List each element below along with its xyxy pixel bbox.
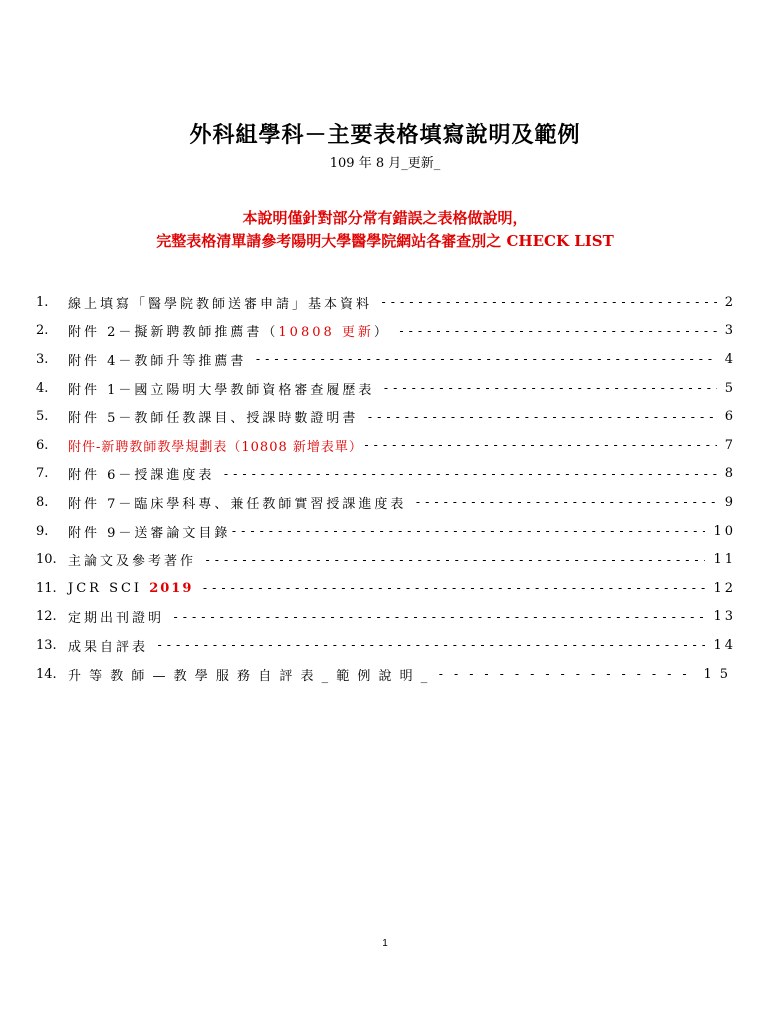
toc-item-label: 附件 5－教師任教課目、授課時數證明書 [68,411,359,427]
toc-item-2 [36,317,736,346]
toc-item-number: 12. [36,609,57,625]
toc-label-text: JCR SCI [68,580,150,596]
toc-item-1 [36,288,736,317]
toc-item-number: 4. [36,380,49,396]
toc-label-highlight: 2019 [149,580,194,596]
toc-item-number: 10. [36,552,57,568]
toc-item-7 [36,460,736,489]
toc-item-label: 附件 7－臨床學科專、兼任教師實習授課進度表 [68,496,407,512]
toc-item-number: 8. [36,494,49,510]
toc-label-text: 附件 2－擬新聘教師推薦書（ [68,325,279,341]
toc-item-page: 11 [713,552,736,568]
toc-item-number: 1. [36,294,49,310]
toc-item-page: 3 [724,323,736,339]
toc-item-label: 線上填寫「醫學院教師送審申請」基本資料 [68,296,373,312]
toc-item-number: 14. [36,666,57,682]
toc-leader [363,438,717,452]
toc-item-label [68,321,390,340]
toc-item-5 [36,402,736,431]
toc-leader [230,524,705,538]
toc-item-page: 4 [724,351,736,367]
toc-item-14 [36,660,736,689]
toc-item-page: 12 [713,580,736,596]
toc-item-4 [36,374,736,403]
toc-item-label: 定期出刊證明 [68,611,165,627]
toc-item-number: 11. [36,580,57,596]
toc-item-page: 9 [724,494,736,510]
toc-item-page: 7 [724,437,736,453]
toc-leader [380,295,717,309]
toc-item-page: 10 [713,523,736,539]
notice-line-1: 本說明僅針對部分常有錯誤之表格做說明， [242,209,528,227]
toc-item-9 [36,517,736,546]
toc-leader [201,581,705,595]
toc-item-page: 13 [713,609,736,625]
toc-leader [156,638,705,652]
toc-item-label: 附件 1－國立陽明大學教師資格審查履歷表 [68,382,375,398]
toc-leader [382,381,716,395]
toc-leader [254,352,716,366]
toc-item-number: 9. [36,523,49,539]
toc-item-number: 2. [36,323,49,339]
toc-leader [398,324,717,338]
toc-item-8 [36,488,736,517]
toc-leader [172,610,705,624]
toc-leader [437,667,695,681]
toc-item-label: 主論文及參考著作 [68,554,197,570]
toc-item-page: 8 [724,466,736,482]
toc-item-3 [36,345,736,374]
toc-item-number: 13. [36,637,57,653]
toc-item-label: 附件 4－教師升等推薦書 [68,353,247,369]
toc-leader [204,553,705,567]
notice-line-2: 完整表格清單請參考陽明大學醫學院網站各審查別之 CHECK LIST [156,232,614,250]
toc-item-page: 5 [724,380,736,396]
toc-item-page: 6 [724,409,736,425]
toc-item-page: 14 [713,637,736,653]
document-title: 外科組學科－主要表格填寫說明及範例 [189,122,581,148]
document-subtitle: 109 年 8 月_更新_ [329,156,441,171]
toc-item-page: 2 [724,294,736,310]
toc-item-number: 3. [36,351,49,367]
toc-item-label: 附件 9－送審論文目錄 [68,525,231,541]
toc-leader [366,410,716,424]
toc-item-label: 附件-新聘教師教學規劃表（10808 新增表單） [68,439,363,455]
toc-item-page: 15 [703,666,736,682]
toc-label-text: ） [373,325,390,341]
toc-item-12 [36,603,736,632]
toc-leader [222,467,716,481]
table-of-contents [36,288,736,688]
toc-item-6 [36,431,736,460]
toc-item-label [68,581,193,596]
toc-item-10 [36,545,736,574]
toc-leader [414,495,716,509]
toc-item-11 [36,574,736,603]
toc-label-highlight: 10808 更新 [278,325,374,341]
toc-item-label: 附件 6－授課進度表 [68,468,215,484]
toc-item-number: 6. [36,437,49,453]
toc-item-label: 升 等 教 師 — 教 學 服 務 自 評 表 _ 範 例 說 明 _ [68,668,430,684]
toc-item-13 [36,631,736,660]
toc-item-number: 5. [36,409,49,425]
page-number: 1 [382,938,388,949]
toc-item-label: 成果自評表 [68,639,149,655]
toc-item-number: 7. [36,466,49,482]
